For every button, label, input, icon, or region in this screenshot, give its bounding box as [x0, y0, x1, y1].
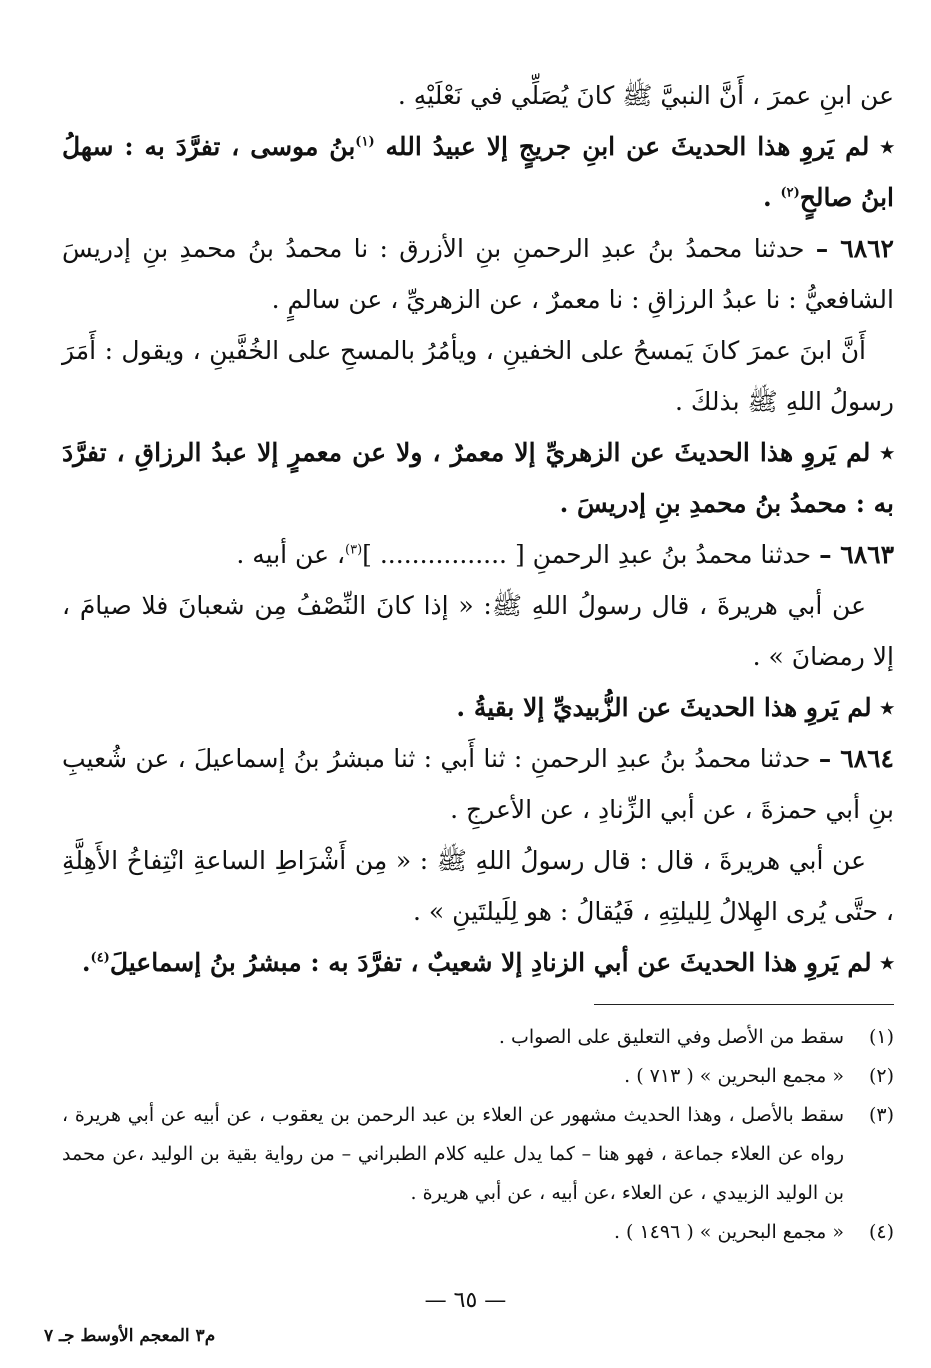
hadith-6863-matn-text: عن أبي هريرةَ ، قال رسولُ اللهِ ﷺ: « إذا كانَ النِّصْفُ مِن شعبانَ فلا صيامَ ، إلا رمضانَ » . [62, 591, 894, 671]
hadith-6862-isnad [62, 223, 894, 325]
footnote-ref-2[interactable]: (٢) [780, 185, 800, 201]
hadith-6864-matn-text: عن أبي هريرةَ ، قال : قال رسولُ اللهِ ﷺ : « مِن أَشْرَاطِ الساعةِ انْتِفاخُ الأَهِلَّةِ ، حتَّى يُرى الهِلالُ لِليلتِهِ ، فَيُقالُ : هو لِلَيلتَينِ » . [62, 846, 894, 926]
hadith-number-6864: ٦٨٦٤ – [818, 744, 894, 773]
hadith-6863-isnad [62, 529, 894, 580]
note-6863-text: ٭ لم يَروِ هذا الحديثَ عن الزُّبيديِّ إلا بقيةُ . [456, 693, 894, 722]
note-6863 [62, 682, 894, 733]
hadith-6864-isnad [62, 733, 894, 835]
footnote-1-text: سقط من الأصل وفي التعليق على الصواب . [498, 1026, 844, 1048]
footnotes [62, 1018, 894, 1252]
footnote-divider [594, 1004, 894, 1005]
note-6864-text-b: . [81, 948, 91, 977]
footnote-2-number: (٢) [868, 1065, 894, 1087]
hadith-6863-isnad-text-a: حدثنا محمدُ بنُ عبدِ الرحمنِ [ ................ ] [362, 540, 812, 569]
note-6861-text-b: بنُ موسى ، تفرَّدَ به : سهلُ ابنُ صالحٍ [62, 132, 894, 212]
note-6862 [62, 427, 894, 529]
hadith-number-6863: ٦٨٦٣ – [819, 540, 894, 569]
page-number: — ٦٥ — [424, 1288, 507, 1313]
footnote-2-text: « مجمع البحرين » ( ٧١٣ ) . [624, 1065, 844, 1087]
hadith-6864-isnad-text: حدثنا محمدُ بنُ عبدِ الرحمنِ : ثنا أَبي : ثنا مبشرُ بنُ إسماعيلَ ، عن شُعيبِ بنِ أبي حمزةَ ، عن أبي الزِّنادِ ، عن الأعرجِ . [62, 744, 894, 824]
footnote-3-number: (٣) [868, 1104, 894, 1126]
footnote-1 [62, 1018, 894, 1057]
footnote-ref-4[interactable]: (٤) [90, 950, 110, 966]
note-6864 [62, 937, 894, 988]
note-6861-text-c: . [763, 183, 781, 212]
footnote-1-number: (١) [868, 1026, 894, 1048]
hadith-6862-isnad-text: حدثنا محمدُ بنُ عبدِ الرحمنِ بنِ الأزرق : نا محمدُ بنُ محمدِ بنِ إدريسَ الشافعيُّ : نا عبدُ الرزاقِ : نا معمرٌ ، عن الزهريِّ ، عن سالمٍ . [62, 234, 894, 314]
hadith-6863-matn [62, 580, 894, 682]
hadith-6863-isnad-text-b: ، عن أبيه . [236, 540, 346, 569]
signature-mark: م٣ المعجم الأوسط جـ ٧ [44, 1326, 216, 1346]
note-6862-text: ٭ لم يَروِ هذا الحديثَ عن الزهريِّ إلا معمرٌ ، ولا عن معمرٍ إلا عبدُ الرزاقِ ، تفرَّدَ به : محمدُ بنُ محمدِ بنِ إدريسَ . [62, 438, 894, 518]
hadith-6861-text: عن ابنِ عمرَ ، أَنَّ النبيَّ ﷺ كانَ يُصَلِّي في نَعْلَيْهِ . [397, 81, 894, 110]
footnote-3-text: سقط بالأصل ، وهذا الحديث مشهور عن العلاء بن عبد الرحمن بن يعقوب ، عن أبيه عن أبي هريرة ، رواه عن العلاء جماعة ، فهو هنا – كما يدل عليه كلام الطبراني – من رواية بقية بن الوليد ،عن محمد بن الوليد الزبيدي ، عن العلاء ،عن أبيه ، عن أبي هريرة . [62, 1104, 844, 1204]
hadith-6862-matn-text: أَنَّ ابنَ عمرَ كانَ يَمسحُ على الخفينِ ، ويأمُرُ بالمسحِ على الخُفَّينِ ، ويقول : أَمَرَ رسولُ اللهِ ﷺ بذلكَ . [62, 336, 894, 416]
hadith-number-6862: ٦٨٦٢ – [815, 234, 894, 263]
note-6864-text-a: ٭ لم يَروِ هذا الحديثَ عن أبي الزنادِ إلا شعيبٌ ، تفرَّدَ به : مبشرُ بنُ إسماعيلَ [109, 948, 894, 977]
footnote-ref-1[interactable]: (١) [355, 134, 375, 150]
footnote-4 [62, 1213, 894, 1252]
footnote-4-number: (٤) [868, 1221, 894, 1243]
note-6861 [62, 121, 894, 223]
footnote-ref-3[interactable]: (٣) [345, 542, 363, 558]
footnote-3 [62, 1096, 894, 1213]
hadith-6862-matn [62, 325, 894, 427]
footnote-2 [62, 1057, 894, 1096]
footnote-4-text: « مجمع البحرين » ( ١٤٩٦ ) . [613, 1221, 844, 1243]
note-6861-text-a: ٭ لم يَروِ هذا الحديثَ عن ابنِ جريجٍ إلا عبيدُ الله [385, 132, 894, 161]
page-body [62, 70, 894, 1360]
hadith-6864-matn [62, 835, 894, 937]
hadith-6861-matn [62, 70, 894, 121]
